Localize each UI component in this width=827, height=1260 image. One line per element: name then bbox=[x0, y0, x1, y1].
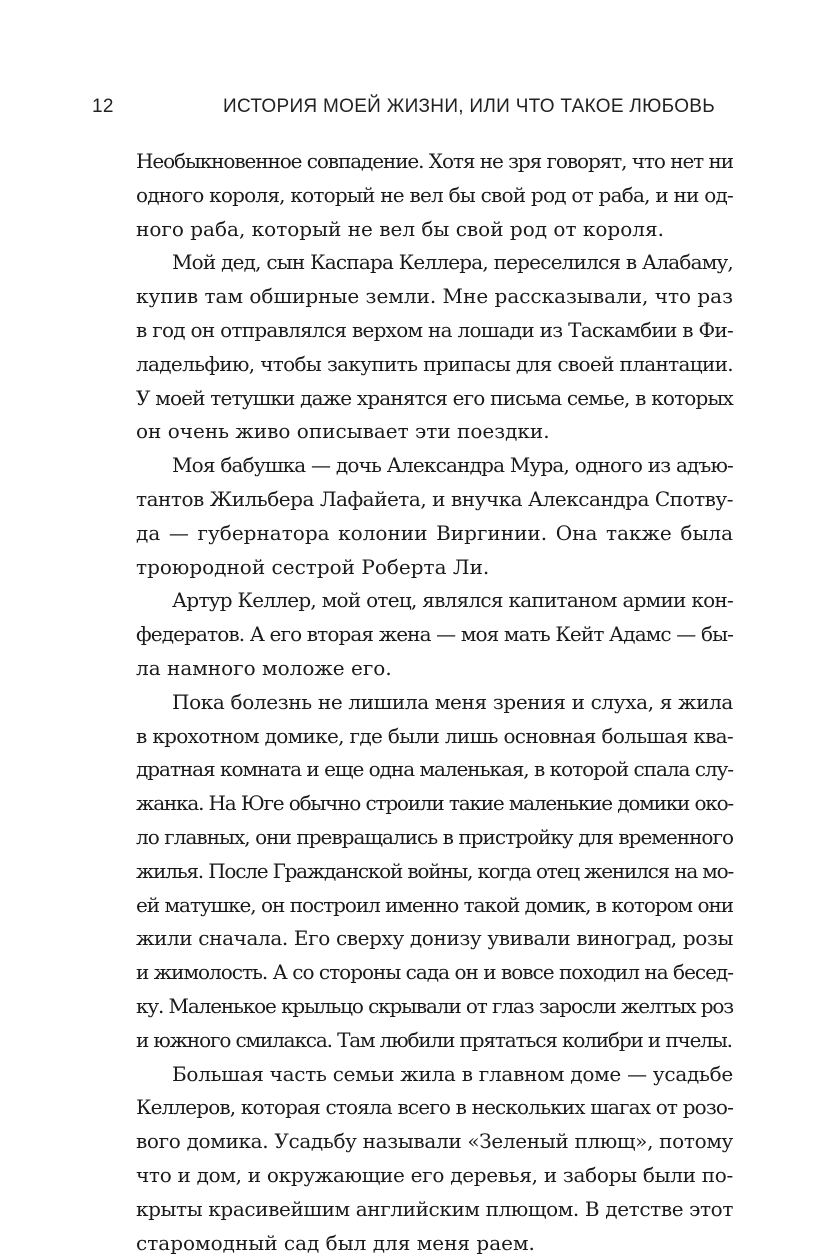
paragraph bbox=[136, 686, 733, 1058]
text-line: ей матушке, он построил именно такой домик, в котором они bbox=[136, 889, 733, 923]
text-line: крыты красивейшим английским плющом. В детстве этот bbox=[136, 1193, 733, 1227]
page-header bbox=[92, 96, 732, 126]
text-line: ло главных, они превращались в пристройку для временного bbox=[136, 821, 733, 855]
text-line: Моя бабушка — дочь Александра Мура, одного из адъю- bbox=[136, 449, 733, 483]
text-line: купив там обширные земли. Мне рассказывали, что раз bbox=[136, 280, 733, 314]
text-line: Необыкновенное совпадение. Хотя не зря говорят, что нет ни bbox=[136, 145, 733, 179]
text-line: и южного смилакса. Там любили прятаться колибри и пчелы. bbox=[136, 1024, 733, 1058]
text-line: он очень живо описывает эти поездки. bbox=[136, 415, 733, 449]
text-line: дратная комната и еще одна маленькая, в которой спала слу- bbox=[136, 753, 733, 787]
text-line: и жимолость. А со стороны сада он и вовсе походил на бесед- bbox=[136, 956, 733, 990]
text-line: ла намного моложе его. bbox=[136, 652, 733, 686]
text-line: да — губернатора колонии Виргинии. Она также была bbox=[136, 517, 733, 551]
text-line: Большая часть семьи жила в главном доме — усадьбе bbox=[136, 1058, 733, 1092]
page-number: 12 bbox=[92, 96, 114, 118]
text-line: вого домика. Усадьбу называли «Зеленый плющ», потому bbox=[136, 1125, 733, 1159]
text-line: что и дом, и окружающие его деревья, и заборы были по- bbox=[136, 1159, 733, 1193]
text-line: У моей тетушки даже хранятся его письма семье, в которых bbox=[136, 382, 733, 416]
running-title: ИСТОРИЯ МОЕЙ ЖИЗНИ, ИЛИ ЧТО ТАКОЕ ЛЮБОВЬ bbox=[223, 96, 715, 118]
body-text bbox=[136, 145, 733, 1260]
paragraph bbox=[136, 145, 733, 246]
text-line: ладельфию, чтобы закупить припасы для своей плантации. bbox=[136, 348, 733, 382]
text-line: ного раба, который не вел бы свой род от короля. bbox=[136, 213, 733, 247]
text-line: троюродной сестрой Роберта Ли. bbox=[136, 551, 733, 585]
text-line: тантов Жильбера Лафайета, и внучка Александра Спотву- bbox=[136, 483, 733, 517]
text-line: жилья. После Гражданской войны, когда отец женился на мо- bbox=[136, 855, 733, 889]
text-line: жили сначала. Его сверху донизу увивали виноград, розы bbox=[136, 922, 733, 956]
text-line: Артур Келлер, мой отец, являлся капитаном армии кон- bbox=[136, 584, 733, 618]
text-line: в год он отправлялся верхом на лошади из Таскамбии в Фи- bbox=[136, 314, 733, 348]
text-line: старомодный сад был для меня раем. bbox=[136, 1227, 733, 1260]
paragraph bbox=[136, 1058, 733, 1260]
text-line: ку. Маленькое крыльцо скрывали от глаз заросли желтых роз bbox=[136, 990, 733, 1024]
text-line: федератов. А его вторая жена — моя мать Кейт Адамс — бы- bbox=[136, 618, 733, 652]
text-line: жанка. На Юге обычно строили такие маленькие домики око- bbox=[136, 787, 733, 821]
paragraph bbox=[136, 246, 733, 449]
text-line: Мой дед, сын Каспара Келлера, переселился в Алабаму, bbox=[136, 246, 733, 280]
text-line: одного короля, который не вел бы свой род от раба, и ни од- bbox=[136, 179, 733, 213]
paragraph bbox=[136, 449, 733, 584]
text-line: Пока болезнь не лишила меня зрения и слуха, я жила bbox=[136, 686, 733, 720]
paragraph bbox=[136, 584, 733, 685]
text-line: Келлеров, которая стояла всего в нескольких шагах от розо- bbox=[136, 1091, 733, 1125]
text-line: в крохотном домике, где были лишь основная большая ква- bbox=[136, 720, 733, 754]
